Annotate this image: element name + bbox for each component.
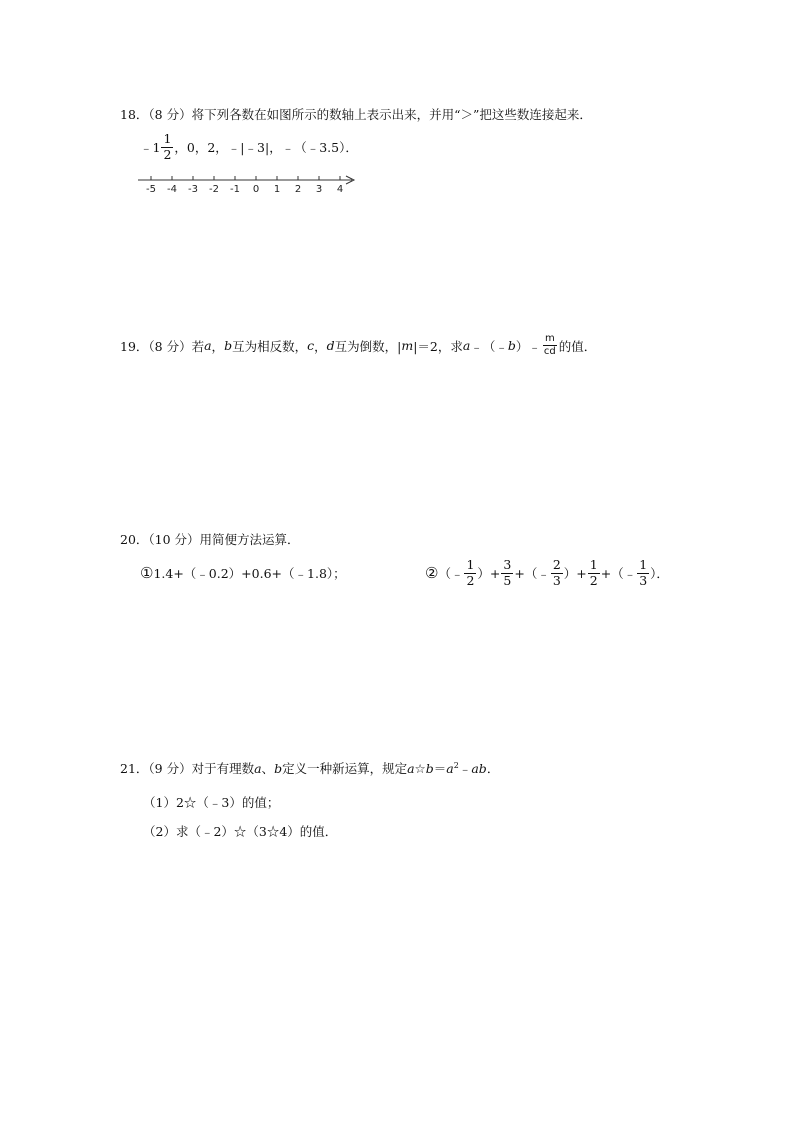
number-line-tick-label: 2	[294, 184, 302, 195]
q21-def-a2: a	[446, 761, 454, 776]
q20-part2-open2: +（﹣	[514, 566, 550, 581]
number-line-tick-label: -1	[230, 184, 240, 195]
number-line-tick-label: -2	[209, 184, 219, 195]
number-line-tick-label: 1	[273, 184, 281, 195]
q20-fraction-4-denominator: 2	[589, 572, 598, 588]
q20-part1-expr: 1.4+（﹣0.2）+0.6+（﹣1.8）；	[153, 566, 346, 581]
q21-sub2: （2）求（﹣2）☆（3☆4）的值．	[143, 824, 338, 839]
number-line-tick-label: -3	[188, 184, 198, 195]
q19-line	[120, 334, 596, 357]
q18-title: 18．（8 分）将下列各数在如图所示的数轴上表示出来，并用“＞”把这些数连接起来．	[120, 107, 592, 122]
q21-def-a: a	[407, 761, 415, 776]
q20-fraction-2-numerator: 3	[503, 557, 512, 572]
q20-fraction-3-numerator: 2	[552, 557, 561, 572]
q20-fraction-5-denominator: 3	[639, 572, 648, 588]
q19-expr-close: ）﹣	[515, 338, 541, 354]
q19-sep1: ，	[211, 338, 225, 354]
q20-title: 20．（10 分）用简便方法运算．	[120, 532, 300, 547]
q19-text3: |＝2，求	[413, 338, 463, 354]
q18-mixed-whole: ﹣1	[140, 140, 161, 155]
q19-label: 19．（8 分）若	[120, 338, 205, 354]
number-line-tick-label: 0	[252, 184, 260, 195]
q19-var-c: c	[307, 338, 315, 353]
q21-var-b: b	[274, 761, 283, 776]
q20-part2-close2: ）+	[563, 566, 587, 581]
q21-def-ab: ab	[471, 761, 487, 776]
q20-part1-circle: ①	[140, 564, 154, 582]
q19-var-m: m	[401, 338, 414, 353]
q21-def-minus: ﹣	[458, 761, 472, 776]
q20-part2	[425, 559, 669, 587]
q19-var-b: b	[224, 338, 233, 353]
number-line-ticks	[146, 176, 343, 195]
q21-text1: 定义一种新运算，规定	[282, 761, 408, 776]
q20-part2-close1: ）+	[477, 566, 501, 581]
q18-fraction	[161, 133, 173, 161]
q18-numbers	[140, 133, 358, 161]
q19-expr-a: a	[462, 338, 471, 353]
q21-def-end: ．	[486, 761, 500, 776]
q20-fraction-2-denominator: 5	[503, 572, 512, 588]
q19-fraction-denominator: cd	[543, 346, 556, 357]
q19-var-a: a	[204, 338, 212, 353]
q21-def-star: ☆	[414, 761, 426, 776]
q21-label: 21．（9 分）对于有理数	[120, 761, 255, 776]
q21-var-a: a	[254, 761, 262, 776]
q19-text1: 互为相反数，	[232, 338, 308, 354]
q19-expr-mid: ﹣（﹣	[470, 338, 508, 354]
number-line-tick-label: 3	[315, 184, 323, 195]
q21-def-eq: ＝	[433, 761, 447, 776]
q18-fraction-numerator: 1	[163, 131, 172, 146]
q19-var-d: d	[326, 338, 335, 353]
q20-part2-open3: +（﹣	[600, 566, 637, 581]
q20-fraction-2	[501, 559, 513, 587]
number-line-tick-label: 4	[336, 184, 344, 195]
q21-def-sup: 2	[453, 760, 459, 770]
q20-part1	[140, 564, 346, 582]
number-line-tick-label: -4	[167, 184, 177, 195]
q20-fraction-1-numerator: 1	[466, 557, 475, 572]
q21-def-b: b	[425, 761, 434, 776]
q20-part2-circle: ②	[425, 564, 439, 582]
q20-fraction-1	[464, 559, 476, 587]
number-line	[136, 172, 361, 196]
q19-fraction-numerator: m	[544, 333, 555, 344]
q20-fraction-3	[551, 559, 563, 587]
q20-fraction-4-numerator: 1	[589, 557, 598, 572]
q18-fraction-denominator: 2	[163, 146, 172, 162]
q20-fraction-4	[588, 559, 600, 587]
q20-fraction-5	[637, 559, 649, 587]
q19-sep2: ，	[314, 338, 327, 354]
q19-tail: 的值．	[558, 338, 597, 354]
q19-fraction	[542, 334, 558, 357]
number-line-tick-label: -5	[146, 184, 156, 195]
q20-fraction-1-denominator: 2	[466, 572, 475, 588]
q20-part2-close3: ）．	[650, 566, 669, 581]
q18-numbers-rest: ，0，2，﹣|﹣3|，﹣（﹣3.5）．	[174, 140, 358, 155]
q20-fraction-5-numerator: 1	[639, 557, 648, 572]
q19-expr-b: b	[507, 338, 516, 353]
q21-sep: 、	[261, 761, 275, 776]
q21-sub1: （1）2☆（﹣3）的值；	[143, 795, 280, 810]
q20-fraction-3-denominator: 3	[552, 572, 561, 588]
q21-line	[120, 759, 499, 777]
q20-part2-open1: （﹣	[438, 566, 464, 581]
q19-text2: 互为倒数，|	[334, 338, 402, 354]
